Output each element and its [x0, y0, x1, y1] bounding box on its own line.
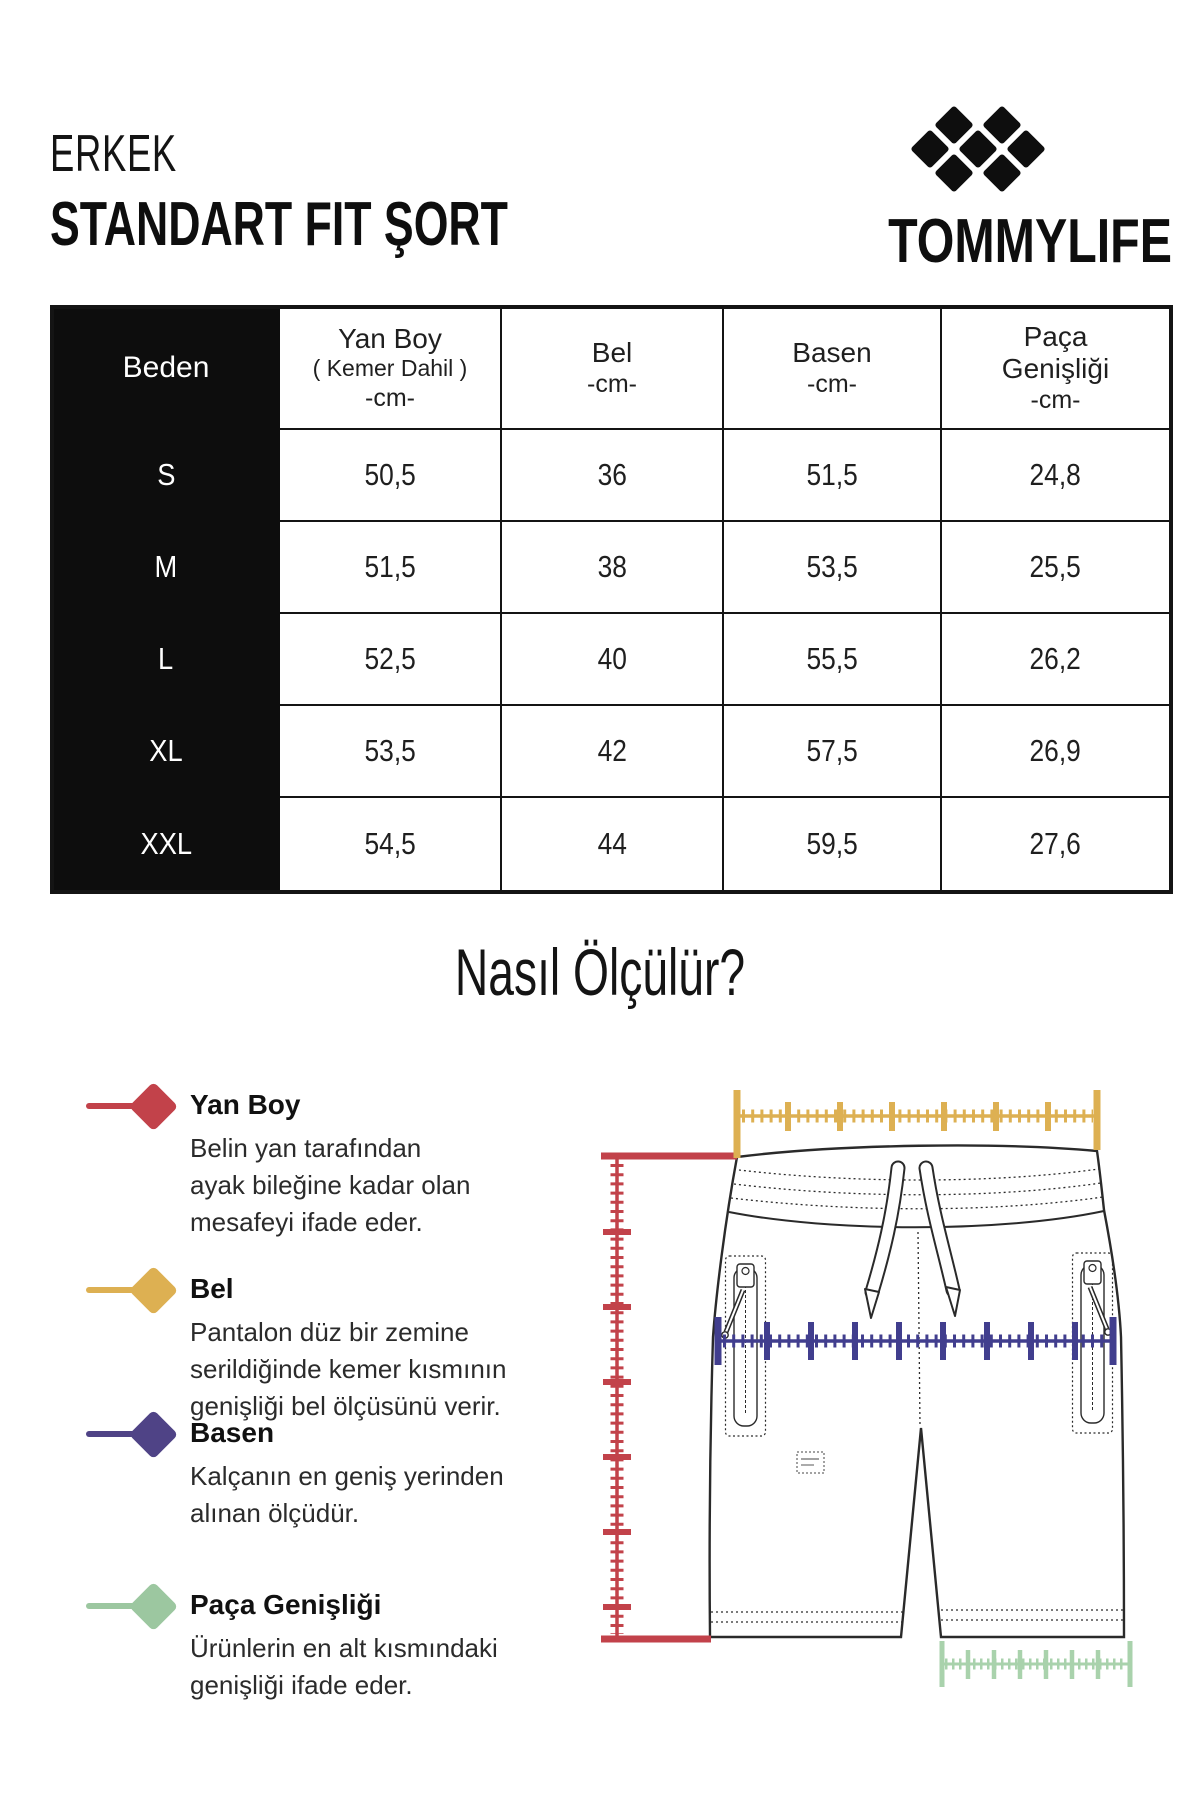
bel-diamond-icon: [129, 1266, 178, 1315]
drawstrings: [865, 1168, 960, 1318]
yan-boy-diamond-icon: [129, 1082, 178, 1131]
size-s: S: [156, 457, 176, 492]
header-bel: Bel -cm-: [502, 309, 724, 430]
yan-boy-ruler: [601, 1156, 737, 1639]
size-l: L: [158, 641, 174, 676]
header-paca: Paça Genişliği -cm-: [942, 309, 1169, 430]
how-to-measure-title: Nasıl Ölçülür?: [454, 935, 746, 1009]
page-title: [50, 125, 686, 259]
size-guide-page: ERKEK STANDART FIT ŞORT TOMMYLIFE Beden Yan Boy ( Kemer Dahil ) -cm- Bel -cm- Basen -cm- Paça Genişliği -cm- S 50,5 36 51,5 24,8 M 51,5 38 53,5 25,5 L 52,5 40 55,5 26,2 XL 53,5 42 57,5 26,9 XXL 54,5 44 59,5 27,6 Nasıl Ölçülür? Yan Boy Belin yan tarafından ayak bileğine kadar olan mesafeyi ifade eder. Bel Pantalon düz bir zemine serildiğinde kemer kısmının genişliği bel ölçüsünü verir. Basen Kalçanın en geniş yerinden alınan ölçüdür. Paça Genişliği Ürünlerin en alt kısmındaki genişliği ifade eder.: [0, 0, 1200, 1800]
size-table: Beden Yan Boy ( Kemer Dahil ) -cm- Bel -cm- Basen -cm- Paça Genişliği -cm- S 50,5 36 51,5 24,8 M 51,5 38 53,5 25,5 L 52,5 40 55,5 26,2 XL 53,5 42 57,5 26,9 XXL 54,5 44 59,5 27,6: [50, 305, 1173, 894]
shorts-illustration: [710, 1145, 1124, 1637]
basen-ruler: [718, 1317, 1113, 1365]
header-basen: Basen -cm-: [724, 309, 942, 430]
product-title: STANDART FIT ŞORT: [50, 190, 508, 259]
header-beden: Beden: [54, 309, 280, 430]
size-xl: XL: [149, 733, 183, 768]
tommylife-diamonds-logo-icon: [899, 95, 1119, 203]
size-m: M: [154, 549, 178, 584]
basen-diamond-icon: [129, 1410, 178, 1459]
shorts-measurement-diagram: [555, 1060, 1155, 1740]
paca-genisligi-ruler: [942, 1641, 1130, 1687]
category-title: ERKEK: [50, 125, 177, 183]
header-yan-boy: Yan Boy ( Kemer Dahil ) -cm-: [280, 309, 502, 430]
brand-block: [854, 95, 1172, 276]
size-xxl: XXL: [140, 826, 192, 861]
brand-name: TOMMYLIFE: [888, 207, 1172, 276]
paca-diamond-icon: [129, 1582, 178, 1631]
brand-label-patch: [797, 1452, 824, 1473]
